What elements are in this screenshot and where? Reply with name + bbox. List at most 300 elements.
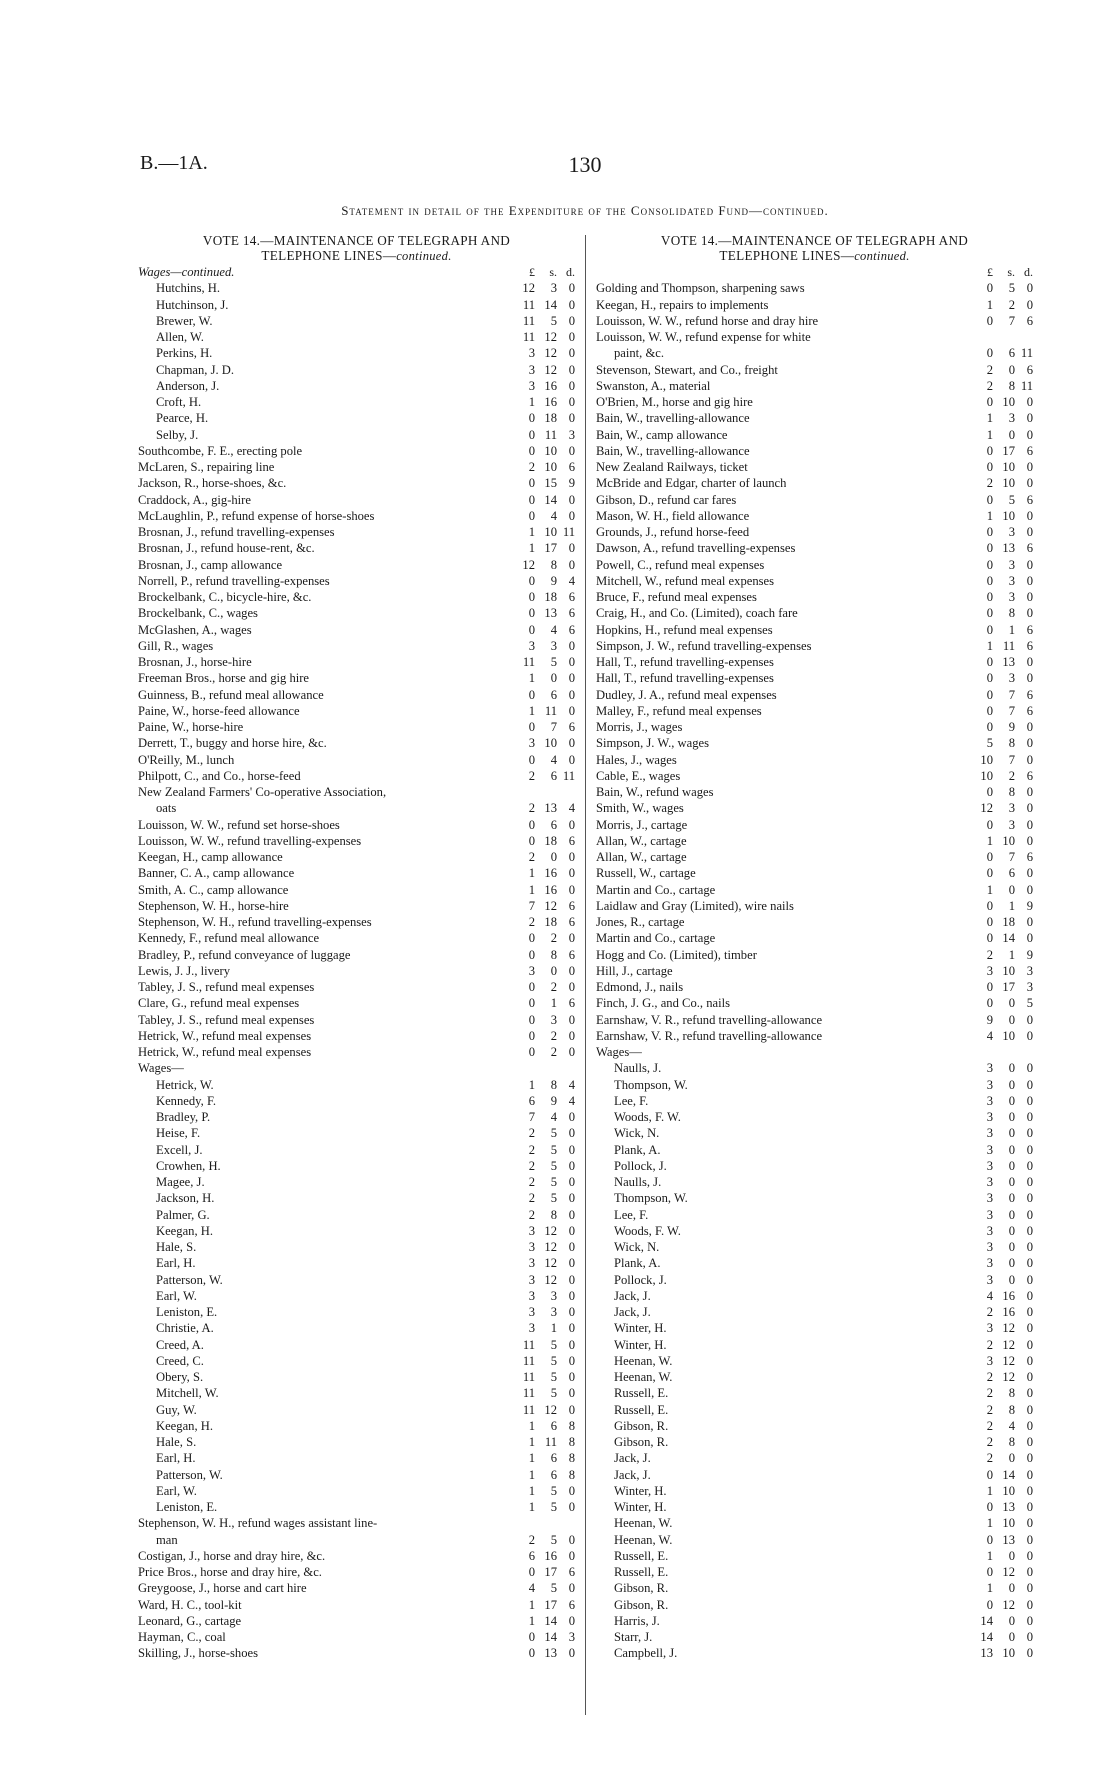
shillings: 5 — [550, 313, 557, 328]
pounds: 14 — [980, 1630, 993, 1644]
amount — [971, 1174, 1033, 1190]
shillings: 6 — [550, 1451, 557, 1466]
amount — [513, 1353, 575, 1369]
payee-description: Jackson, R., horse-shoes, &c. — [138, 476, 287, 491]
shillings: 13 — [1002, 655, 1015, 669]
shillings: 0 — [1008, 1191, 1015, 1206]
payee-description: Cable, E., wages — [596, 768, 681, 783]
pounds: 3 — [986, 1158, 993, 1173]
expenditure-row — [596, 1337, 1033, 1353]
expenditure-row — [596, 752, 1033, 768]
expenditure-row — [596, 1320, 1033, 1336]
pence: 0 — [568, 297, 575, 312]
shillings: 3 — [1008, 573, 1015, 588]
right-vote-line2: TELEPHONE LINES—continued. — [719, 248, 910, 263]
pence: 0 — [568, 1353, 575, 1368]
amount — [513, 1629, 575, 1645]
payee-description: Ward, H. C., tool-kit — [138, 1597, 242, 1612]
payee-description: oats — [156, 801, 177, 816]
pounds: 0 — [528, 1045, 535, 1059]
expenditure-row — [138, 995, 575, 1011]
pence: 0 — [1026, 1613, 1033, 1628]
expenditure-row — [596, 1434, 1033, 1450]
pence: 0 — [568, 541, 575, 556]
amount — [971, 378, 1033, 394]
amount — [971, 1304, 1033, 1320]
payee-description: Hale, S. — [156, 1435, 197, 1449]
expenditure-row — [596, 1207, 1033, 1223]
expenditure-row — [596, 475, 1033, 491]
pounds: 3 — [986, 1353, 993, 1368]
shillings: 3 — [1008, 817, 1015, 832]
payee-description: Pearce, H. — [156, 411, 209, 426]
amount — [971, 1564, 1033, 1580]
shillings: 12 — [544, 1256, 557, 1271]
shillings: 8 — [1008, 785, 1015, 799]
expenditure-row — [596, 1597, 1033, 1613]
shillings: 5 — [550, 1142, 557, 1157]
payee-description: Gibson, R. — [614, 1435, 669, 1449]
amount — [971, 1255, 1033, 1271]
pounds: 11 — [522, 1353, 535, 1368]
left-vote-line2: TELEPHONE LINES—continued. — [261, 248, 452, 263]
shillings: 5 — [550, 1386, 557, 1401]
payee-description: Hayman, C., coal — [138, 1630, 226, 1644]
payee-description: Louisson, W. W., refund expense for white — [596, 330, 811, 344]
payee-description: Golding and Thompson, sharpening saws — [596, 281, 805, 296]
pounds: 1 — [528, 1077, 535, 1092]
shillings: 10 — [1002, 1483, 1015, 1498]
pence: 4 — [568, 1093, 575, 1108]
pounds: 0 — [986, 525, 993, 539]
pence: 0 — [1026, 606, 1033, 621]
pounds: 0 — [986, 492, 993, 507]
shillings: 17 — [1002, 980, 1015, 994]
pounds: 2 — [528, 801, 535, 816]
shillings: 16 — [544, 378, 557, 393]
pence: 0 — [568, 1158, 575, 1173]
pence: 0 — [568, 687, 575, 702]
shillings: 5 — [550, 1370, 557, 1384]
pence: 0 — [568, 362, 575, 377]
pence: 0 — [1026, 557, 1033, 572]
pence: 0 — [1026, 1272, 1033, 1287]
expenditure-row — [138, 1515, 575, 1531]
amount — [971, 1580, 1033, 1596]
amount — [513, 1044, 575, 1060]
pence: 11 — [1020, 346, 1033, 361]
amount — [971, 313, 1033, 329]
expenditure-row — [596, 1402, 1033, 1418]
amount — [971, 622, 1033, 638]
shillings: 3 — [1008, 411, 1015, 426]
pence: 0 — [1026, 720, 1033, 734]
pounds: 11 — [522, 655, 535, 669]
pounds: 1 — [986, 297, 993, 312]
amount — [971, 670, 1033, 686]
pounds: 2 — [528, 460, 535, 474]
pence: 0 — [1026, 817, 1033, 832]
pence: 0 — [1026, 1126, 1033, 1141]
pence: 0 — [568, 1370, 575, 1384]
amount — [513, 865, 575, 881]
shillings: 6 — [550, 768, 557, 783]
pounds: 1 — [986, 833, 993, 848]
shillings: 16 — [544, 866, 557, 881]
expenditure-row — [596, 297, 1033, 313]
shillings: 8 — [1008, 736, 1015, 751]
shillings: 13 — [544, 801, 557, 816]
pounds: 1 — [528, 1613, 535, 1628]
shillings: 10 — [544, 525, 557, 539]
expenditure-row — [138, 1353, 575, 1369]
shillings: 0 — [1008, 1451, 1015, 1466]
pence: 0 — [568, 638, 575, 653]
payee-description: Guinness, B., refund meal allowance — [138, 687, 324, 702]
payee-description: Mitchell, W. — [156, 1386, 219, 1401]
payee-description: Christie, A. — [156, 1321, 214, 1336]
shillings: 14 — [1002, 931, 1015, 946]
pounds: 1 — [528, 1483, 535, 1498]
payee-description: Smith, A. C., camp allowance — [138, 882, 289, 897]
expenditure-row — [596, 1012, 1033, 1028]
expenditure-row — [138, 622, 575, 638]
expenditure-row — [138, 979, 575, 995]
payee-description: McGlashen, A., wages — [138, 622, 252, 637]
pounds: 3 — [528, 963, 535, 978]
pounds: 0 — [986, 703, 993, 718]
shillings: 13 — [544, 1646, 557, 1661]
shillings: 7 — [1008, 850, 1015, 864]
document-code: B.—1A. — [140, 152, 208, 174]
pounds: £ — [987, 265, 993, 279]
payee-description: Hale, S. — [156, 1240, 197, 1254]
amount — [971, 345, 1033, 361]
shillings: 8 — [550, 947, 557, 962]
pounds: 11 — [522, 1370, 535, 1384]
payee-description: Freeman Bros., horse and gig hire — [138, 671, 310, 686]
pence: 0 — [568, 850, 575, 864]
amount — [513, 752, 575, 768]
shillings: 0 — [550, 963, 557, 978]
shillings: 13 — [544, 606, 557, 621]
expenditure-row — [138, 898, 575, 914]
shillings: 10 — [1002, 460, 1015, 474]
pence: 0 — [1026, 1630, 1033, 1644]
amount — [513, 280, 575, 296]
payee-description: Bain, W., travelling-allowance — [596, 411, 750, 426]
shillings: 17 — [544, 1565, 557, 1579]
pence: 3 — [568, 1630, 575, 1644]
expenditure-row — [596, 865, 1033, 881]
shillings: 12 — [544, 1272, 557, 1287]
expenditure-row — [596, 898, 1033, 914]
shillings: 2 — [550, 1028, 557, 1043]
amount — [971, 1532, 1033, 1548]
expenditure-row — [596, 557, 1033, 573]
amount — [513, 768, 575, 784]
shillings: 5 — [550, 1337, 557, 1352]
payee-description: Gill, R., wages — [138, 638, 214, 653]
expenditure-row — [138, 752, 575, 768]
shillings: 0 — [1008, 1548, 1015, 1563]
payee-description: Earl, W. — [156, 1288, 197, 1303]
pence: 4 — [568, 1077, 575, 1092]
amount — [513, 719, 575, 735]
payee-description: Allan, W., cartage — [596, 850, 687, 864]
pence: 0 — [568, 980, 575, 994]
shillings: 2 — [550, 931, 557, 946]
pounds: 0 — [528, 817, 535, 832]
pounds: 0 — [986, 313, 993, 328]
pence: 0 — [1026, 460, 1033, 474]
amount — [513, 524, 575, 540]
amount — [971, 589, 1033, 605]
expenditure-row — [596, 784, 1033, 800]
shillings: 18 — [544, 590, 557, 604]
shillings: 10 — [1002, 395, 1015, 409]
expenditure-row — [596, 1125, 1033, 1141]
payee-description: Brosnan, J., refund travelling-expenses — [138, 525, 335, 539]
pence: 0 — [1026, 915, 1033, 929]
pence: 0 — [1026, 508, 1033, 523]
pounds: 0 — [528, 833, 535, 848]
expenditure-row — [596, 1613, 1033, 1629]
payee-description: Plank, A. — [614, 1142, 661, 1157]
amount — [513, 833, 575, 849]
expenditure-row — [138, 1645, 575, 1661]
expenditure-row — [596, 1564, 1033, 1580]
expenditure-row — [138, 329, 575, 345]
payee-description: Mason, W. H., field allowance — [596, 508, 750, 523]
pounds: £ — [529, 265, 535, 279]
amount — [971, 1402, 1033, 1418]
payee-description: Hopkins, H., refund meal expenses — [596, 622, 773, 637]
amount — [971, 1288, 1033, 1304]
expenditure-row — [138, 540, 575, 556]
expenditure-row — [138, 703, 575, 719]
amount — [971, 1597, 1033, 1613]
payee-description: Russell, E. — [614, 1386, 669, 1401]
pounds: 3 — [528, 1256, 535, 1271]
payee-description: Hall, T., refund travelling-expenses — [596, 671, 774, 686]
amount — [513, 313, 575, 329]
pence: 0 — [1026, 411, 1033, 426]
pounds: 3 — [986, 963, 993, 978]
amount — [513, 459, 575, 475]
pence: 0 — [1026, 1435, 1033, 1449]
expenditure-row — [138, 1548, 575, 1564]
amount — [971, 1645, 1033, 1661]
amount — [971, 394, 1033, 410]
amount — [971, 833, 1033, 849]
pounds: 2 — [986, 1435, 993, 1449]
amount — [513, 882, 575, 898]
pounds: 3 — [528, 1223, 535, 1238]
amount — [971, 1142, 1033, 1158]
payee-description: Malley, F., refund meal expenses — [596, 703, 762, 718]
payee-description: Louisson, W. W., refund travelling-expenses — [138, 833, 362, 848]
pence: 0 — [1026, 1093, 1033, 1108]
payee-description: Bradley, P. — [156, 1110, 211, 1124]
amount — [971, 524, 1033, 540]
pounds: 11 — [522, 313, 535, 328]
shillings: 6 — [550, 1418, 557, 1433]
shillings: 5 — [550, 1175, 557, 1189]
payee-description: Thompson, W. — [614, 1191, 688, 1206]
amount — [513, 1467, 575, 1483]
pence: 8 — [568, 1435, 575, 1449]
pence: 0 — [1026, 1467, 1033, 1482]
expenditure-row — [596, 1515, 1033, 1531]
expenditure-row — [138, 1613, 575, 1629]
shillings: 2 — [550, 980, 557, 994]
shillings: 5 — [1008, 492, 1015, 507]
payee-description: Kennedy, F. — [156, 1093, 217, 1108]
amount — [513, 540, 575, 556]
amount — [513, 1613, 575, 1629]
shillings: 2 — [1008, 768, 1015, 783]
expenditure-row — [596, 427, 1033, 443]
payee-description: Martin and Co., cartage — [596, 882, 716, 897]
pence: 0 — [1026, 1451, 1033, 1466]
pence: 0 — [568, 411, 575, 426]
expenditure-row — [138, 410, 575, 426]
pence: 0 — [1026, 297, 1033, 312]
shillings: 8 — [1008, 606, 1015, 621]
pounds: 3 — [986, 1093, 993, 1108]
expenditure-row — [596, 605, 1033, 621]
expenditure-row — [596, 459, 1033, 475]
payee-description: Simpson, J. W., refund travelling-expenses — [596, 638, 812, 653]
expenditure-row — [138, 1499, 575, 1515]
pounds: 0 — [986, 1597, 993, 1612]
payee-description: Brewer, W. — [156, 313, 213, 328]
pounds: 0 — [528, 622, 535, 637]
pounds: 3 — [528, 1321, 535, 1336]
shillings: 12 — [1002, 1337, 1015, 1352]
pence: 0 — [1026, 1256, 1033, 1271]
pounds: 0 — [986, 898, 993, 913]
amount — [971, 1369, 1033, 1385]
amount — [971, 1467, 1033, 1483]
pounds: 2 — [986, 1370, 993, 1384]
amount — [971, 329, 1033, 345]
expenditure-row — [138, 443, 575, 459]
amount — [971, 427, 1033, 443]
expenditure-row — [596, 443, 1033, 459]
pence: 8 — [568, 1418, 575, 1433]
amount — [971, 947, 1033, 963]
pounds: 1 — [986, 1483, 993, 1498]
expenditure-row — [138, 1012, 575, 1028]
left-vote-heading — [138, 233, 575, 264]
amount — [513, 1597, 575, 1613]
amount — [513, 1564, 575, 1580]
pence: 0 — [568, 1500, 575, 1514]
pence: 0 — [1026, 1500, 1033, 1514]
amount — [971, 979, 1033, 995]
amount — [513, 703, 575, 719]
amount — [513, 1499, 575, 1515]
expenditure-row — [138, 963, 575, 979]
expenditure-row — [138, 1060, 575, 1076]
amount — [513, 784, 575, 800]
expenditure-row — [596, 1467, 1033, 1483]
pence: 0 — [1026, 1288, 1033, 1303]
expenditure-row — [138, 882, 575, 898]
pence: 0 — [568, 1483, 575, 1498]
expenditure-row — [138, 833, 575, 849]
payee-description: Swanston, A., material — [596, 378, 711, 393]
expenditure-row — [138, 1580, 575, 1596]
pounds: 0 — [986, 785, 993, 799]
shillings: 17 — [544, 1597, 557, 1612]
expenditure-row — [138, 1597, 575, 1613]
pence: 0 — [1026, 736, 1033, 751]
expenditure-row — [138, 524, 575, 540]
expenditure-row — [596, 1239, 1033, 1255]
payee-description: Woods, F. W. — [614, 1223, 681, 1238]
pounds: 3 — [986, 1126, 993, 1141]
pence: 0 — [1026, 1483, 1033, 1498]
amount — [513, 1515, 575, 1531]
pence: 0 — [568, 1028, 575, 1043]
expenditure-row — [138, 605, 575, 621]
amount — [971, 1418, 1033, 1434]
shillings: 1 — [550, 1321, 557, 1336]
expenditure-row — [138, 1402, 575, 1418]
amount — [513, 800, 575, 816]
expenditure-row — [138, 589, 575, 605]
pounds: 1 — [528, 395, 535, 409]
amount — [513, 264, 575, 280]
expenditure-row — [138, 1125, 575, 1141]
payee-description: Wages— — [596, 1045, 642, 1059]
page-number: 130 — [568, 152, 602, 177]
amount — [971, 963, 1033, 979]
payee-description: Leniston, E. — [156, 1305, 218, 1319]
pence: 4 — [568, 801, 575, 816]
pence: 0 — [1026, 1646, 1033, 1661]
shillings: 3 — [550, 638, 557, 653]
pence: 0 — [568, 1191, 575, 1206]
expenditure-row — [138, 1028, 575, 1044]
shillings: 0 — [1008, 1077, 1015, 1092]
pounds: 0 — [528, 687, 535, 702]
pence: 0 — [1026, 1353, 1033, 1368]
shillings: 7 — [1008, 313, 1015, 328]
pounds: 7 — [528, 898, 535, 913]
pence: 4 — [568, 573, 575, 588]
shillings: 10 — [1002, 476, 1015, 491]
amount — [971, 1223, 1033, 1239]
pence: 6 — [1026, 541, 1033, 556]
amount — [971, 1044, 1033, 1060]
shillings: 6 — [1008, 866, 1015, 881]
shillings: 12 — [1002, 1321, 1015, 1336]
pence: 6 — [1026, 768, 1033, 783]
amount — [513, 1272, 575, 1288]
pounds: 0 — [986, 931, 993, 946]
expenditure-row — [596, 1288, 1033, 1304]
amount — [971, 1012, 1033, 1028]
payee-description: Norrell, P., refund travelling-expenses — [138, 573, 330, 588]
shillings: 12 — [544, 362, 557, 377]
shillings: 16 — [544, 1548, 557, 1563]
pounds: 0 — [528, 443, 535, 458]
pounds: 3 — [986, 1321, 993, 1336]
